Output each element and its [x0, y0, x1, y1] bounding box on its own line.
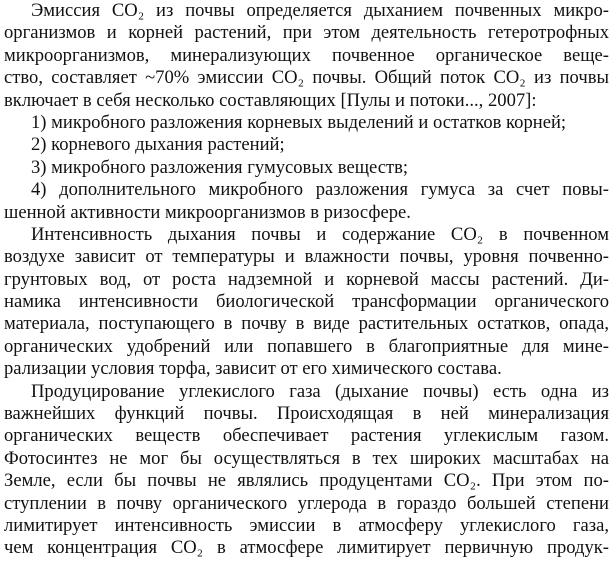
text-line: органических веществ обеспечивает растения углекислым газом.: [4, 425, 609, 447]
text-line: Фотосинтез не мог бы осуществляться в тех широких масштабах на: [4, 447, 609, 469]
text-line: рализации условия торфа, зависит от его химического состава.: [4, 358, 502, 380]
text-line: намика интенсивности биологической трансформации органического: [4, 291, 609, 313]
list-item-3: [4, 157, 609, 179]
text-line: Эмиссия CO₂ из почвы определяется дыханием почвенных микро-: [31, 0, 609, 21]
text-line: ство, составляет ~70% эмиссии CO₂ почвы. Общий поток CO₂ из почвы: [4, 67, 609, 89]
text-line: ступлении в почву органического углерода в гораздо большей степени: [4, 492, 609, 514]
text-line: лимитирует интенсивность эмиссии в атмосферу углекислого газа,: [4, 514, 609, 536]
paragraph-respiration: [4, 224, 609, 381]
list-item-4: [4, 179, 609, 224]
text-line: Продуцирование углекислого газа (дыхание почвы) есть одна из: [31, 380, 609, 402]
paragraph-production: [4, 381, 609, 560]
text-line: органических удобрений или попавшего в благоприятные для мине-: [4, 335, 609, 357]
text-line: Земле, если бы почвы не являлись продуцентами CO₂. При этом по-: [4, 470, 609, 492]
list-item-2: [4, 134, 609, 156]
text-line: чем концентрация CO₂ в атмосфере лимитирует первичную продук-: [4, 537, 609, 559]
text-line: материала, поступающего в почву в виде растительных остатков, опада,: [4, 313, 609, 335]
text-line: 2) корневого дыхания растений;: [31, 134, 285, 156]
text-line: Интенсивность дыхания почвы и содержание CO₂ в почвенном: [31, 223, 609, 245]
text-line: 1) микробного разложения корневых выделений и остатков корней;: [31, 111, 567, 133]
text-line: воздухе зависит от температуры и влажности почвы, уровня почвенно-: [4, 246, 609, 268]
text-line: включает в себя несколько составляющих [Пулы и потоки..., 2007]:: [4, 89, 537, 111]
text-line: важнейших функций почвы. Происходящая в ней минерализация: [4, 403, 609, 425]
text-line: организмов и корней растений, при этом деятельность гетеротрофных: [4, 22, 609, 44]
paragraph-intro: [4, 0, 609, 112]
text-line: шенной активности микроорганизмов в ризосфере.: [4, 201, 411, 223]
list-item-1: [4, 112, 609, 134]
text-line: 4) дополнительного микробного разложения гумуса за счет повы-: [31, 179, 609, 201]
text-line: грунтовых вод, от роста надземной и корневой массы растений. Ди-: [4, 268, 609, 290]
text-line: микроорганизмов, минерализующих почвенное органическое веще-: [4, 44, 609, 66]
text-line: 3) микробного разложения гумусовых веществ;: [31, 156, 409, 178]
